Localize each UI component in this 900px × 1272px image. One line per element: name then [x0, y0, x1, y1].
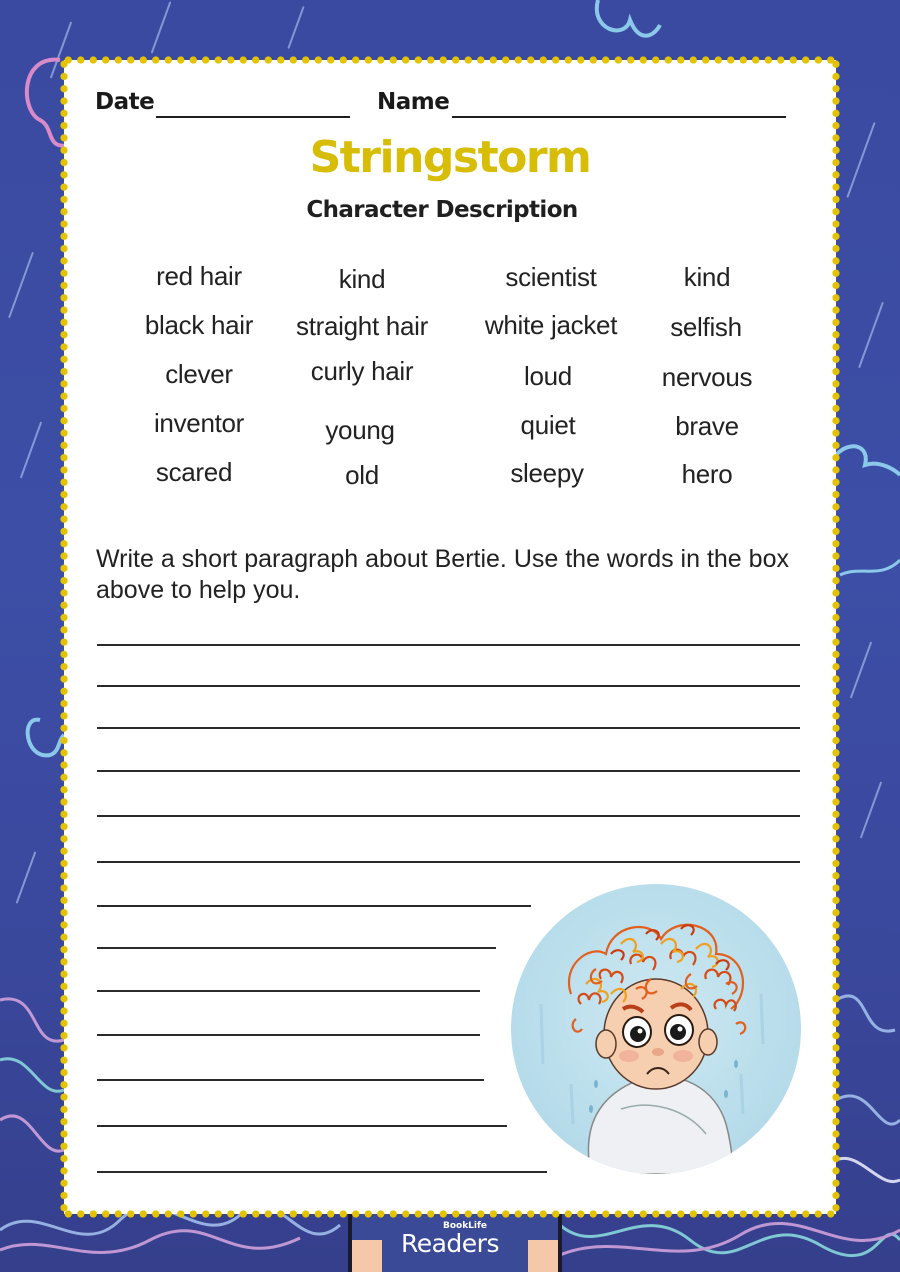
- word-bank-item: white jacket: [484, 310, 618, 340]
- word-bank-item: kind: [338, 264, 386, 294]
- word-bank-item: old: [345, 460, 379, 490]
- word-bank-item: quiet: [520, 410, 576, 440]
- word-bank-item: straight hair: [296, 311, 428, 341]
- writing-line[interactable]: [97, 1125, 507, 1127]
- date-label: Date: [95, 89, 155, 115]
- word-bank-item: scientist: [505, 262, 597, 292]
- word-bank-item: brave: [675, 411, 739, 441]
- writing-line[interactable]: [97, 815, 800, 817]
- name-field[interactable]: [452, 116, 786, 118]
- page-subtitle: Character Description: [306, 197, 578, 223]
- dotted-border-top: [62, 56, 838, 64]
- instructions-text: Write a short paragraph about Bertie. Use the words in the box above to help you.: [96, 545, 789, 604]
- writing-line[interactable]: [97, 1079, 484, 1081]
- booklife-readers-logo: [0, 1222, 900, 1257]
- word-bank-item: curly hair: [310, 356, 414, 386]
- writing-line[interactable]: [97, 644, 800, 646]
- writing-line[interactable]: [97, 727, 800, 729]
- word-bank-item: selfish: [670, 312, 742, 342]
- word-bank-item: scared: [155, 457, 233, 487]
- dotted-border-right: [832, 58, 840, 1214]
- logo-big-text: Readers: [400, 1229, 499, 1258]
- character-illustration: [511, 884, 801, 1174]
- date-field[interactable]: [156, 116, 350, 118]
- word-bank-item: nervous: [661, 362, 753, 392]
- bertie-icon: [511, 884, 801, 1174]
- page-title: Stringstorm: [309, 132, 591, 183]
- dotted-border-left: [60, 58, 68, 1214]
- dotted-border-bottom: [62, 1210, 838, 1218]
- writing-line[interactable]: [97, 947, 496, 949]
- word-bank-item: sleepy: [510, 458, 584, 488]
- writing-line[interactable]: [97, 770, 800, 772]
- word-bank-item: hero: [681, 459, 733, 489]
- writing-line[interactable]: [97, 1034, 480, 1036]
- word-bank-item: loud: [524, 361, 572, 391]
- word-bank-item: inventor: [153, 408, 245, 438]
- word-bank-item: clever: [165, 359, 233, 389]
- word-bank-item: kind: [683, 262, 731, 292]
- writing-line[interactable]: [97, 905, 531, 907]
- writing-line[interactable]: [97, 685, 800, 687]
- writing-line[interactable]: [97, 990, 480, 992]
- word-bank-item: young: [325, 415, 395, 445]
- writing-line[interactable]: [97, 861, 800, 863]
- word-bank-item: black hair: [144, 310, 254, 340]
- word-bank-item: red hair: [156, 261, 242, 291]
- name-label: Name: [377, 89, 450, 115]
- logo-small-text: BookLife: [442, 1221, 488, 1231]
- writing-line[interactable]: [97, 1171, 547, 1173]
